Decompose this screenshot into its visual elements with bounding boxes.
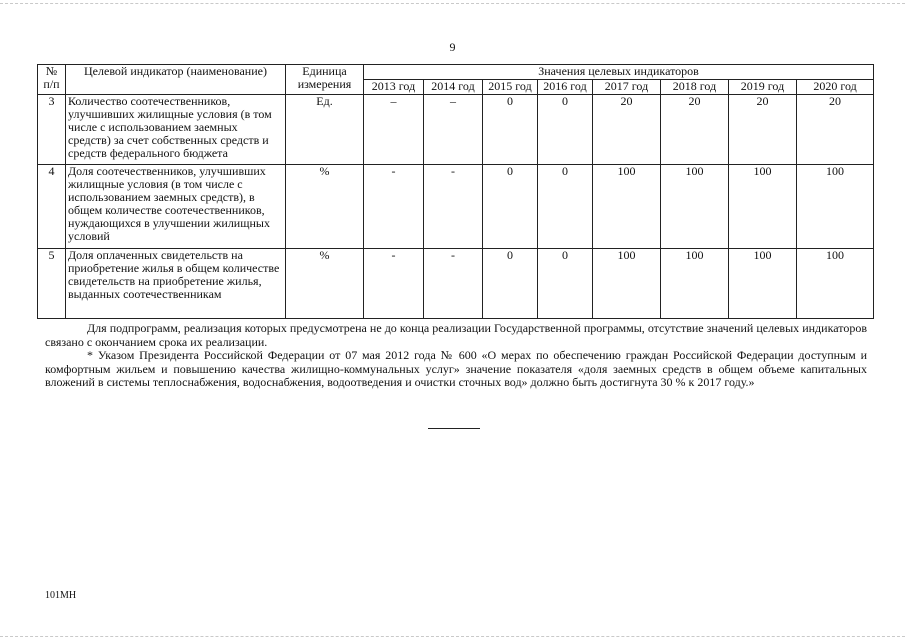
header-year: 2018 год (661, 80, 729, 95)
table-notes (45, 322, 867, 390)
row-indicator-name: Доля оплаченных свидетельств на приобретение жилья в общем количестве свидетельств на приобретение жилья, выданных соотечественникам (66, 249, 286, 319)
row-value: - (424, 165, 483, 249)
header-year: 2013 год (364, 80, 424, 95)
row-unit: % (286, 249, 364, 319)
row-value: 0 (538, 249, 593, 319)
header-year: 2016 год (538, 80, 593, 95)
row-value: 20 (661, 95, 729, 165)
row-value: 20 (593, 95, 661, 165)
row-indicator-name: Количество соотечественников, улучшивших жилищные условия (в том числе с использованием заемных средств) за счет собственных средств и средств федерального бюджета (66, 95, 286, 165)
row-value: 100 (729, 249, 797, 319)
row-value: 100 (797, 165, 874, 249)
row-value: 0 (538, 165, 593, 249)
table-header-row (38, 65, 874, 80)
row-num: 5 (38, 249, 66, 319)
row-value: – (424, 95, 483, 165)
row-indicator-name: Доля соотечественников, улучшивших жилищные условия (в том числе с использованием заемных средств), в общем количестве соотечественников, нуждающихся в улучшении жилищных условий (66, 165, 286, 249)
table-row (38, 249, 874, 319)
row-value: 0 (483, 249, 538, 319)
row-value: 100 (661, 165, 729, 249)
row-unit: % (286, 165, 364, 249)
page-number: 9 (449, 40, 456, 54)
row-value: - (424, 249, 483, 319)
scan-edge-top (0, 3, 905, 4)
document-code: 101МН (45, 590, 77, 601)
note-subprograms: Для подпрограмм, реализация которых предусмотрена не до конца реализации Государственной программы, отсутствие значений целевых индикаторов связано с окончанием срока их реализации. (45, 321, 867, 349)
row-value: - (364, 165, 424, 249)
header-year: 2014 год (424, 80, 483, 95)
header-num: № п/п (38, 65, 66, 95)
header-values-group: Значения целевых индикаторов (364, 65, 874, 80)
row-value: 100 (797, 249, 874, 319)
row-value: 100 (661, 249, 729, 319)
indicators-table (37, 64, 874, 319)
row-value: 0 (538, 95, 593, 165)
header-unit: Единица измерения (286, 65, 364, 95)
row-value: 0 (483, 165, 538, 249)
row-unit: Ед. (286, 95, 364, 165)
row-num: 3 (38, 95, 66, 165)
row-value: 20 (797, 95, 874, 165)
row-value: - (364, 249, 424, 319)
header-year: 2019 год (729, 80, 797, 95)
header-year: 2017 год (593, 80, 661, 95)
table-row (38, 165, 874, 249)
row-value: 0 (483, 95, 538, 165)
header-name: Целевой индикатор (наименование) (66, 65, 286, 95)
note-presidential-decree: * Указом Президента Российской Федерации от 07 мая 2012 года № 600 «О мерах по обеспечению граждан Российской Федерации доступным и комфортным жильем и повышению качества жилищно-коммунальных услуг» значение показателя «доля заемных средств в общем объеме капитальных вложений в системы теплоснабжения, водоснабжения, водоотведения и очистки сточных вод» должно быть достигнута 30 % к 2017 году.» (45, 348, 867, 389)
row-value: 100 (593, 165, 661, 249)
header-year: 2020 год (797, 80, 874, 95)
end-rule (428, 428, 480, 429)
header-year: 2015 год (483, 80, 538, 95)
table-row (38, 95, 874, 165)
row-value: – (364, 95, 424, 165)
row-value: 100 (729, 165, 797, 249)
row-value: 20 (729, 95, 797, 165)
scan-edge-bottom (0, 636, 905, 637)
row-value: 100 (593, 249, 661, 319)
row-num: 4 (38, 165, 66, 249)
